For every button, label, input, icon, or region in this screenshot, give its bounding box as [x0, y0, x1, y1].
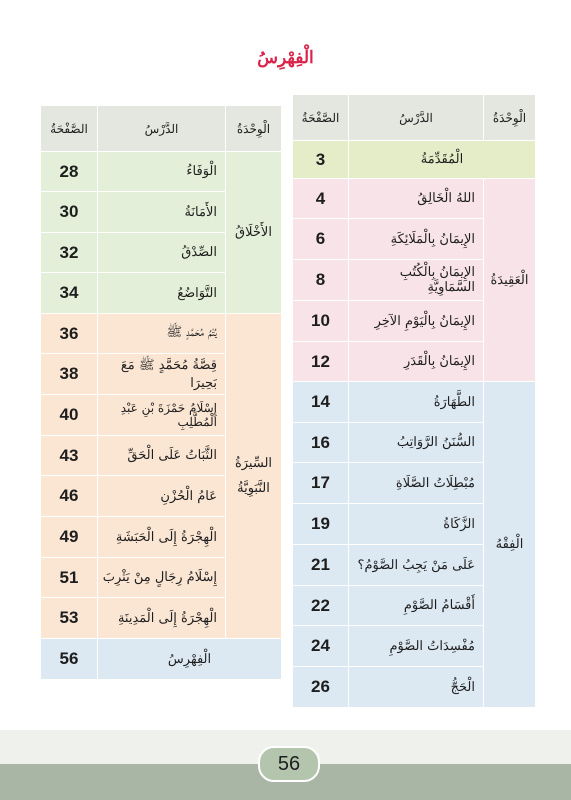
page-cell: 38	[41, 354, 98, 395]
header-row	[293, 95, 536, 141]
page-cell: 22	[293, 586, 349, 626]
lesson-cell: يُتْمُ مُحَمَّدٍ ﷺ	[98, 314, 226, 354]
unit-header: الْوِحْدَةُ	[484, 95, 536, 141]
lesson-cell: الإِيمَانُ بِالْيَوْمِ الآخِرِ	[349, 301, 484, 342]
page-cell: 19	[293, 504, 349, 545]
table-row	[41, 639, 282, 680]
lesson-cell: قِصَّةُ مُحَمَّدٍ ﷺ مَعَ بَحِيرَا	[98, 354, 226, 395]
page-cell: 43	[41, 436, 98, 476]
page-cell: 46	[41, 476, 98, 517]
table-row	[293, 382, 536, 423]
lesson-cell: الإِيمَانُ بِالْمَلَائِكَةِ	[349, 219, 484, 260]
page-cell: 34	[41, 273, 98, 314]
index-table-left	[40, 105, 282, 680]
lesson-cell: الزَّكَاةُ	[349, 504, 484, 545]
page-cell: 21	[293, 545, 349, 586]
lesson-cell: الْحَجُّ	[349, 667, 484, 708]
lesson-cell: السُّنَنُ الرَّوَاتِبُ	[349, 423, 484, 463]
table-row	[41, 152, 282, 192]
page-cell: 51	[41, 558, 98, 598]
unit-line: النَّبَوِيَّةُ	[237, 481, 270, 496]
page-cell: 16	[293, 423, 349, 463]
page-cell: 3	[293, 141, 349, 179]
page-cell: 4	[293, 179, 349, 219]
lesson-cell: عَلَى مَنْ يَجِبُ الصَّوْمُ؟	[349, 545, 484, 586]
lesson-cell: الثَّبَاتُ عَلَى الْحَقِّ	[98, 436, 226, 476]
index-table-right	[292, 94, 536, 708]
page-cell: 40	[41, 395, 98, 436]
lesson-cell: التَّوَاضُعُ	[98, 273, 226, 314]
page-cell: 6	[293, 219, 349, 260]
lesson-cell: الأَمَانَةُ	[98, 192, 226, 233]
page-cell: 8	[293, 260, 349, 301]
page-cell: 10	[293, 301, 349, 342]
page-cell: 12	[293, 342, 349, 382]
table-row	[293, 141, 536, 179]
page-cell: 24	[293, 626, 349, 667]
page-header: الصَّفْحَةُ	[293, 95, 349, 141]
page-cell: 17	[293, 463, 349, 504]
lesson-cell: الْفِهْرِسُ	[98, 639, 282, 680]
page-header: الصَّفْحَةُ	[41, 106, 98, 152]
page-cell: 36	[41, 314, 98, 354]
page-cell: 49	[41, 517, 98, 558]
table-row	[41, 314, 282, 354]
page-cell: 26	[293, 667, 349, 708]
page-cell: 53	[41, 598, 98, 639]
lesson-cell: إِسْلَامُ حَمْزَةَ بْنِ عَبْدِ الْمُطَّلِبِ	[98, 395, 226, 436]
unit-cell: الْفِقْهُ	[484, 382, 536, 708]
lesson-cell: الْهِجْرَةُ إِلَى الْحَبَشَةِ	[98, 517, 226, 558]
table-row	[293, 179, 536, 219]
lesson-cell: الإِيمَانُ بِالْقَدَرِ	[349, 342, 484, 382]
page-number: 56	[258, 746, 320, 782]
lesson-cell: الْهِجْرَةُ إِلَى الْمَدِينَةِ	[98, 598, 226, 639]
page-title: الْفِهْرِسُ	[257, 48, 314, 68]
lesson-cell: إِسْلَامُ رِجَالٍ مِنْ يَثْرِبَ	[98, 558, 226, 598]
lesson-cell: الْمُقَدِّمَةُ	[349, 141, 536, 179]
page-cell: 14	[293, 382, 349, 423]
lesson-cell: الْوَفَاءُ	[98, 152, 226, 192]
unit-cell: الأَخْلَاقُ	[226, 152, 282, 314]
lesson-cell: اللهُ الْخَالِقُ	[349, 179, 484, 219]
unit-cell: الْعَقِيدَةُ	[484, 179, 536, 382]
unit-header: الْوِحْدَةُ	[226, 106, 282, 152]
unit-cell	[226, 314, 282, 639]
lesson-cell: مُبْطِلَاتُ الصَّلَاةِ	[349, 463, 484, 504]
page-cell: 28	[41, 152, 98, 192]
page-cell: 32	[41, 233, 98, 273]
lesson-cell: مُفْسِدَاتُ الصَّوْمِ	[349, 626, 484, 667]
lesson-cell: أَقْسَامُ الصَّوْمِ	[349, 586, 484, 626]
unit-line: السِّيرَةُ	[234, 456, 273, 471]
page-cell: 56	[41, 639, 98, 680]
header-row	[41, 106, 282, 152]
page-cell: 30	[41, 192, 98, 233]
lesson-cell: الإِيمَانُ بِالْكُتُبِ السَّمَاوِيَّةِ	[349, 260, 484, 301]
lesson-header: الدَّرْسُ	[98, 106, 226, 152]
lesson-header: الدَّرْسُ	[349, 95, 484, 141]
lesson-cell: عَامُ الْحُزْنِ	[98, 476, 226, 517]
lesson-cell: الصِّدْقُ	[98, 233, 226, 273]
lesson-cell: الطَّهَارَةُ	[349, 382, 484, 423]
